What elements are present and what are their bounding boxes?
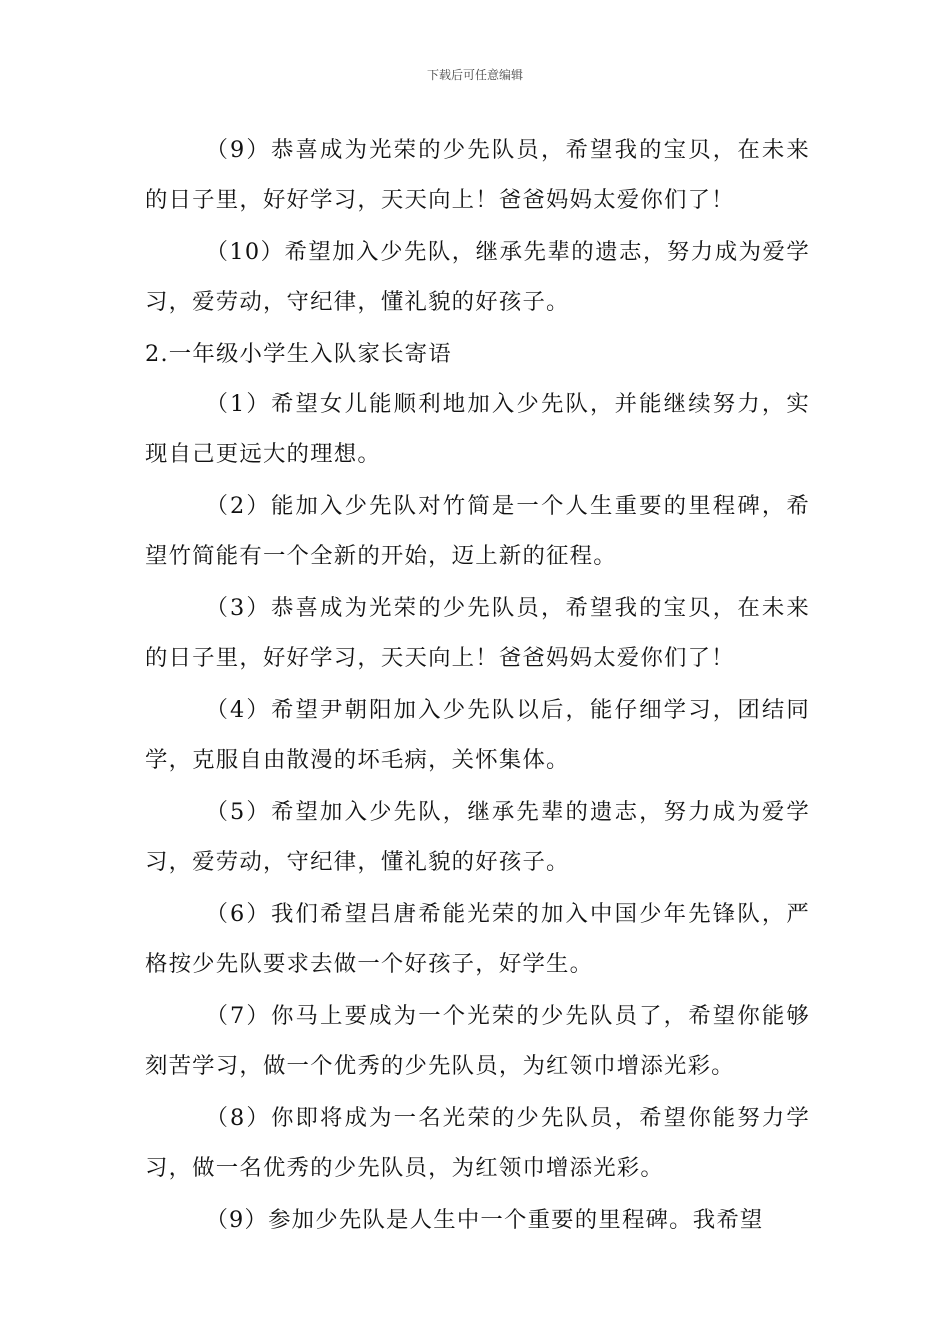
paragraph-s2-2: （2）能加入少先队对竹简是一个人生重要的里程碑，希望竹简能有一个全新的开始，迈上新的征程。 [145,493,810,569]
section-heading: 2.一年级小学生入队家长寄语 [145,341,452,367]
page-header-note: 下载后可任意编辑 [426,68,523,82]
paragraph-s2-3: （3）恭喜成为光荣的少先队员，希望我的宝贝，在未来的日子里，好好学习，天天向上！爸爸妈妈太爱你们了！ [145,595,810,671]
paragraph-s2-8: （8）你即将成为一名光荣的少先队员，希望你能努力学习，做一名优秀的少先队员，为红领巾增添光彩。 [145,1105,810,1181]
document-body [145,125,810,1247]
paragraph-s1-10: （10）希望加入少先队，继承先辈的遗志，努力成为爱学习，爱劳动，守纪律，懂礼貌的好孩子。 [145,239,810,315]
paragraph-s2-4: （4）希望尹朝阳加入少先队以后，能仔细学习，团结同学，克服自由散漫的坏毛病，关怀集体。 [145,697,810,773]
paragraph-s2-7: （7）你马上要成为一个光荣的少先队员了，希望你能够刻苦学习，做一个优秀的少先队员，为红领巾增添光彩。 [145,1003,810,1079]
paragraph-s2-6: （6）我们希望吕唐希能光荣的加入中国少年先锋队，严格按少先队要求去做一个好孩子，好学生。 [145,901,810,977]
paragraph-s1-9: （9）恭喜成为光荣的少先队员，希望我的宝贝，在未来的日子里，好好学习，天天向上！爸爸妈妈太爱你们了！ [145,137,810,213]
paragraph-s2-5: （5）希望加入少先队，继承先辈的遗志，努力成为爱学习，爱劳动，守纪律，懂礼貌的好孩子。 [145,799,810,875]
paragraph-s2-1: （1）希望女儿能顺利地加入少先队，并能继续努力，实现自己更远大的理想。 [145,391,810,467]
paragraph-s2-9: （9）参加少先队是人生中一个重要的里程碑。我希望 [205,1207,764,1233]
